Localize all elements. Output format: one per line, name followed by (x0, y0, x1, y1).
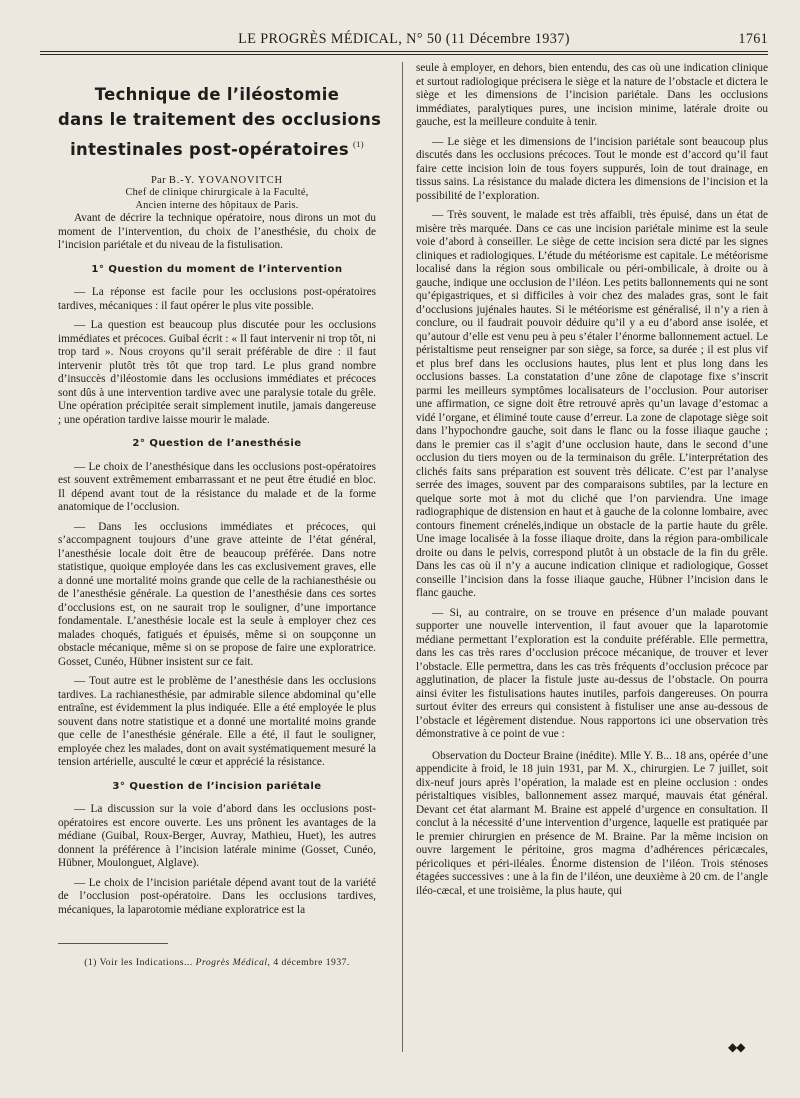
left-column (58, 66, 382, 970)
paragraph-anesthesie-1: — Le choix de l’anesthésique dans les occlusions post-opératoires est souvent extrêmement embarrassant et ne peut être étudié en bloc. Il dépend avant tout de la résistance du malade et de la forme anatomique de l’occlusion. (58, 460, 376, 514)
footnote-date: 4 décembre 1937. (273, 957, 350, 969)
paragraph-anesthesie-3: — Tout autre est le problème de l’anesthésie dans les occlusions tardives. La rachianesthésie, par admirable silence abdominal qu’elle entraîne, est évidemment la plus indiquée. Elle a été employée le plus souvent dans notre statistique et a donné une mortalité moins grande que celle de l’anesthésie générale. Elle a été, il faut le souligner, employée chez les malades, dont on avait systématiquement mesuré la tension artérielle, ausculté le cœur et apprécié la résistance. (58, 675, 376, 769)
section-heading-moment: 1° Question du moment de l’intervention (91, 263, 343, 275)
article-title (58, 82, 382, 162)
paragraph-continuation: seule à employer, en dehors, bien entendu, des cas où une indication clinique et surtout radiologique précisera le siège et la nature de l’obstacle et dictera le siège et les dimensions de l’incision pariétale. Dans les occlusions immédiates, paralytiques pures, une incision minime, latérale droite ou gauche, est la meilleure conduite à tenir. (416, 62, 768, 128)
author-name: B.-Y. YOVANOVITCH (168, 175, 283, 186)
footnote-source: Progrès Médical, (195, 957, 271, 969)
paragraph-anesthesie-2: — Dans les occlusions immédiates et précoces, qui s’accompagnent toujours d’une grave atteinte de l’état général, l’anesthésie locale doit être de beaucoup préférée. Dans notre statistique, quoique employée dans les cas exclusivement graves, elle a donné une mortalité moins grande que celle de la rachianesthésie ou de l’anesthésie générale. La question de l’anesthésie dans ces sortes d’occlusions est, on ne saurait trop le souligner, d’une importance fondamentale. L’anesthésie locale est la seule à employer chez ces malades choqués, fatigués et épuisés, même si on soupçonne un obstacle mécanique, même si on se propose de faire une exploratrice. Gosset, Cunéo, Hübner insistent sur ce fait. (58, 520, 376, 668)
running-title: LE PROGRÈS MÉDICAL, N° 50 (11 Décembre 1937) (238, 30, 570, 47)
right-column (416, 62, 768, 898)
byline (58, 174, 376, 187)
header-rule-thick (40, 51, 768, 52)
title-line-1: Technique de l’iléostomie (94, 85, 340, 104)
footnote-text: (1) Voir les Indications... (84, 957, 193, 969)
footnote (58, 956, 376, 970)
header-rule-thin (40, 54, 768, 55)
affiliation-line-1: Chef de clinique chirurgicale à la Faculté, (125, 187, 309, 198)
title-line-3: intestinales post-opératoires (70, 140, 349, 159)
title-line-3-wrap (58, 132, 376, 162)
section-heading-anesthesie: 2° Question de l’anesthésie (132, 438, 302, 450)
paragraph-observation: Observation du Docteur Braine (inédite). Mlle Y. B... 18 ans, opérée d’une appendicite à froid, le 18 juin 1931, par M. X., chirurgien. Le 7 juillet, soit dix-neuf jours après l’opération, la malade est en pleine occlusion : ondes péristaltiques visibles, ballonnement assez marqué, mauvais état général. Devant cet état alarmant M. Braine est appelé d’urgence en consultation. Il conclut à la nécessité d’une intervention d’urgence, laquelle est pratiquée par le premier chirurgien en présence de M. Braine. Par la même incision on ouvre largement le péritoine, gros magma d’adhérences péricæcales, péricoliques et péri-iléales. Énorme distension de l’iléon. Trois sténoses étagées successives : une à la fin de l’iléon, une deuxième à 20 cm. de l’angle iléo-cæcal, et une troisième, la plus haute, qui (416, 749, 768, 897)
paragraph-moment-1: — La réponse est facile pour les occlusions post-opératoires tardives, mécaniques : il faut opérer le plus vite possible. (58, 286, 376, 312)
footnote-rule (58, 943, 168, 944)
title-line-2: dans le traitement des occlusions (58, 110, 382, 129)
paragraph-incision-1: — La discussion sur la voie d’abord dans les occlusions post-opératoires est encore ouverte. Les uns prônent les avantages de la médiane (Guibal, Roux-Berger, Auvray, Mathieu, Huet), les autres donnent la préférence à l’incision latérale minime (Gosset, Cunéo, Hübner, Moulonguet, Alglave). (58, 803, 376, 870)
end-ornament: ◆◆ (728, 1040, 745, 1054)
byline-prefix: Par (151, 175, 166, 186)
affiliation-line-2: Ancien interne des hôpitaux de Paris. (135, 199, 299, 211)
paragraph-siege-incision: — Le siège et les dimensions de l’incision pariétale sont beaucoup plus discutés dans les occlusions précoces. Tout le monde est d’accord qu’il faut faire cette incision loin de tous foyers suppurés, loin de tout drainage, en tissus sains. La résistance du malade dictera les dimensions de l’incision et la possibilité de l’exploration. (416, 135, 768, 202)
paragraph-laparotomie: — Si, au contraire, on se trouve en présence d’un malade pouvant supporter une nouvelle intervention, il faut avouer que la laparotomie médiane permettant l’exploration est la conduite préférable. Elle permettra, dans les cas très rares d’occlusion précoce mécanique, de trouver et lever l’obstacle. Elle permettra, dans les cas très fréquents d’occlusion précoce par agglutination, de placer la fistule juste au-dessus de l’obstacle. On pourra ainsi éviter les fistulisations hautes inutiles, parfois dangereuses. On pourra surtout éviter des erreurs qui consistent à fistuliser une anse au-dessous de l’obstacle et légèrement distendue. Nous rapportons ici une observation très démonstrative à ce point de vue : (416, 606, 768, 740)
paragraph-moment-2: — La question est beaucoup plus discutée pour les occlusions immédiates et précoces. Guibal écrit : « Il faut intervenir ni trop tôt, ni trop tard ». Nous croyons qu’il serait préférable de dire : il faut intervenir plutôt très tôt que trop tard. Le plus grand nombre d’insuccès d’iléostomie dans les occlusions immédiates et précoces sont dûs à une intervention tardive avec une paralysie totale du grêle. Une opération précipitée serait simplement inutile, jamais dangereuse ; une opération tardive laisse mourir le malade. (58, 319, 376, 426)
column-separator (402, 62, 403, 1052)
title-footnote-mark: (1) (352, 139, 364, 149)
running-header (40, 28, 768, 50)
section-heading-incision: 3° Question de l’incision pariétale (112, 780, 322, 792)
paragraph-malade-affaibli: — Très souvent, le malade est très affaibli, très épuisé, dans un état de misère très marquée. Dans ce cas une incision pariétale minime est la seule voie d’abord à conseiller. Le siège de cette incision sera dicté par les signes cliniques et radiologiques. L’étude du météorisme est capitale. Le météorisme localisé dans la région sous ombilicale ou péri-ombilicale, à droite ou à gauche, indique une occlusion de l’iléon. Les petits ballonnements qui ne sont qu’épigastriques, et si difficiles à voir chez des malades gras, sont le fait d’occlusions jujénales hautes. Si le météorisme est généralisé, il n’y a rien à conclure, ou il faudrait pouvoir déduire qu’il y a eu d’abord anse isolée, et qu’autour d’elle est venu peu à peu s’étaler l’énorme ballonnement actuel. Le péristaltisme peut renseigner par son siège, sa force, sa durée ; il est plus vif et plus bref dans les occlusions hautes, plus lent et plus long dans les occlusions basses. La constatation d’une zône de clapotage fixe s’inscrit parmi les meilleurs symptômes localisateurs de l’occlusion. Pour autoriser une affirmation, ce signe doit être retrouvé après qu’un lavage d’estomac a vidé l’organe, et éliminé toute cause d’erreur. La zone de clapotage siège soit dans l’hypochondre gauche, soit dans le flanc ou la fosse iliaque gauche ; dans le premier cas il s’agit d’une occlusion haute, dans le second d’une occlusion du tiers moyen ou de la terminaison du grêle. L’interprétation des clichés faits sans préparation est souvent très délicate. C’est par l’analyse serrée des images, souvent par des comparaisons subtiles, par la lecture en quelque sorte mot à mot du cliché que l’on parviendra. Une image radiographique de distension en haut et à gauche de la colonne lombaire, avec contours finement crénelés,indique un obstacle de la partie haute du grêle. Une image localisée à la fosse iliaque droite, dans la région para-ombilicale droite ou dans le pelvis, correspond plutôt à un obstacle de la fin du grêle. Dans les cas où il n’y a aucune indication clinique et radiologique, Gosset conseille l’incision dans la fosse iliaque gauche, Hübner l’incision dans le flanc gauche. (416, 209, 768, 599)
paragraph-incision-2: — Le choix de l’incision pariétale dépend avant tout de la variété de l’occlusion post-opératoire. Dans les occlusions tardives, mécaniques, la laparotomie médiane exploratrice est la (58, 876, 376, 916)
intro-paragraph: Avant de décrire la technique opératoire, nous dirons un mot du moment de l’intervention, du choix de l’anesthésie, du choix de l’incision pariétale et du niveau de la fistulisation. (58, 212, 376, 252)
page-number: 1761 (738, 30, 768, 47)
